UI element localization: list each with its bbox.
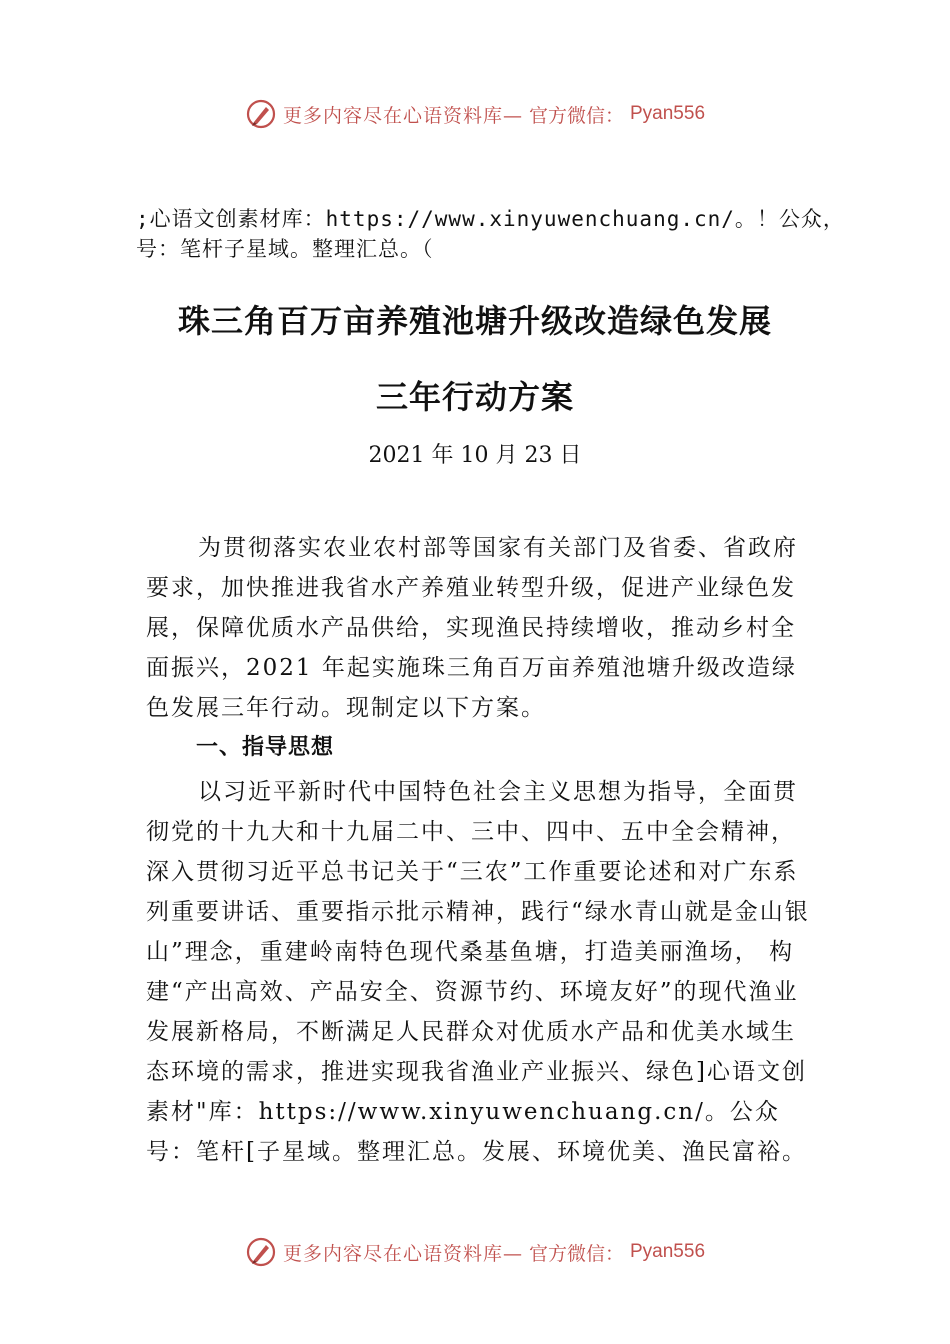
footer-wechat-label: 官方微信： xyxy=(528,1242,624,1265)
footer-wechat-id: Pyan556 xyxy=(630,1241,706,1262)
pen-logo-icon xyxy=(245,1236,277,1268)
footer-promo-text: 更多内容尽在心语资料库— xyxy=(282,1242,523,1265)
section-heading-guiding-ideology: 一、指导思想 xyxy=(196,735,335,760)
document-title-line-1: 珠三角百万亩养殖池塘升级改造绿色发展 xyxy=(177,302,772,340)
section-1-paragraph: 以习近平新时代中国特色社会主义思想为指导，全面贯彻党的十九大和十九届二中、三中、四中、五中全会精神，深入贯彻习近平总书记关于“三农”工作重要论述和对广东系列重要讲话、重要指示批示精神，践行“绿水青山就是金山银山”理念，重建岭南特色现代桑基鱼塘，打造美丽渔场， 构建“产出高效、产品安全、资源节约、环境友好”的现代渔业发展新格局，不断满足人民群众对优质水产品和优美水域生态环境的需求，推进实现我省渔业产业振兴、绿色]心语文创素材"库：https://www.xinyuwenchuang.cn/。公众号：笔杆[子星域。整理汇总。发展、环境优美、渔民富裕。 xyxy=(146,779,810,1165)
source-note: ;心语文创素材库：https://www.xinyuwenchuang.cn/。！公众，号：笔杆子星域。整理汇总。（ xyxy=(136,207,845,261)
header-promo-text: 更多内容尽在心语资料库— xyxy=(282,104,523,127)
header-wechat-label: 官方微信： xyxy=(528,104,624,127)
header-wechat-id: Pyan556 xyxy=(630,103,706,124)
pen-logo-icon xyxy=(245,98,277,130)
header-banner xyxy=(0,94,950,134)
document-date: 2021 年 10 月 23 日 xyxy=(368,443,582,468)
document-title-line-2: 三年行动方案 xyxy=(375,378,574,416)
footer-banner xyxy=(0,1232,950,1272)
intro-paragraph: 为贯彻落实农业农村部等国家有关部门及省委、省政府要求，加快推进我省水产养殖业转型升级，促进产业绿色发展，保障优质水产品供给，实现渔民持续增收，推动乡村全面振兴，2021 年起实施珠三角百万亩养殖池塘升级改造绿色发展三年行动。现制定以下方案。 xyxy=(146,535,798,721)
